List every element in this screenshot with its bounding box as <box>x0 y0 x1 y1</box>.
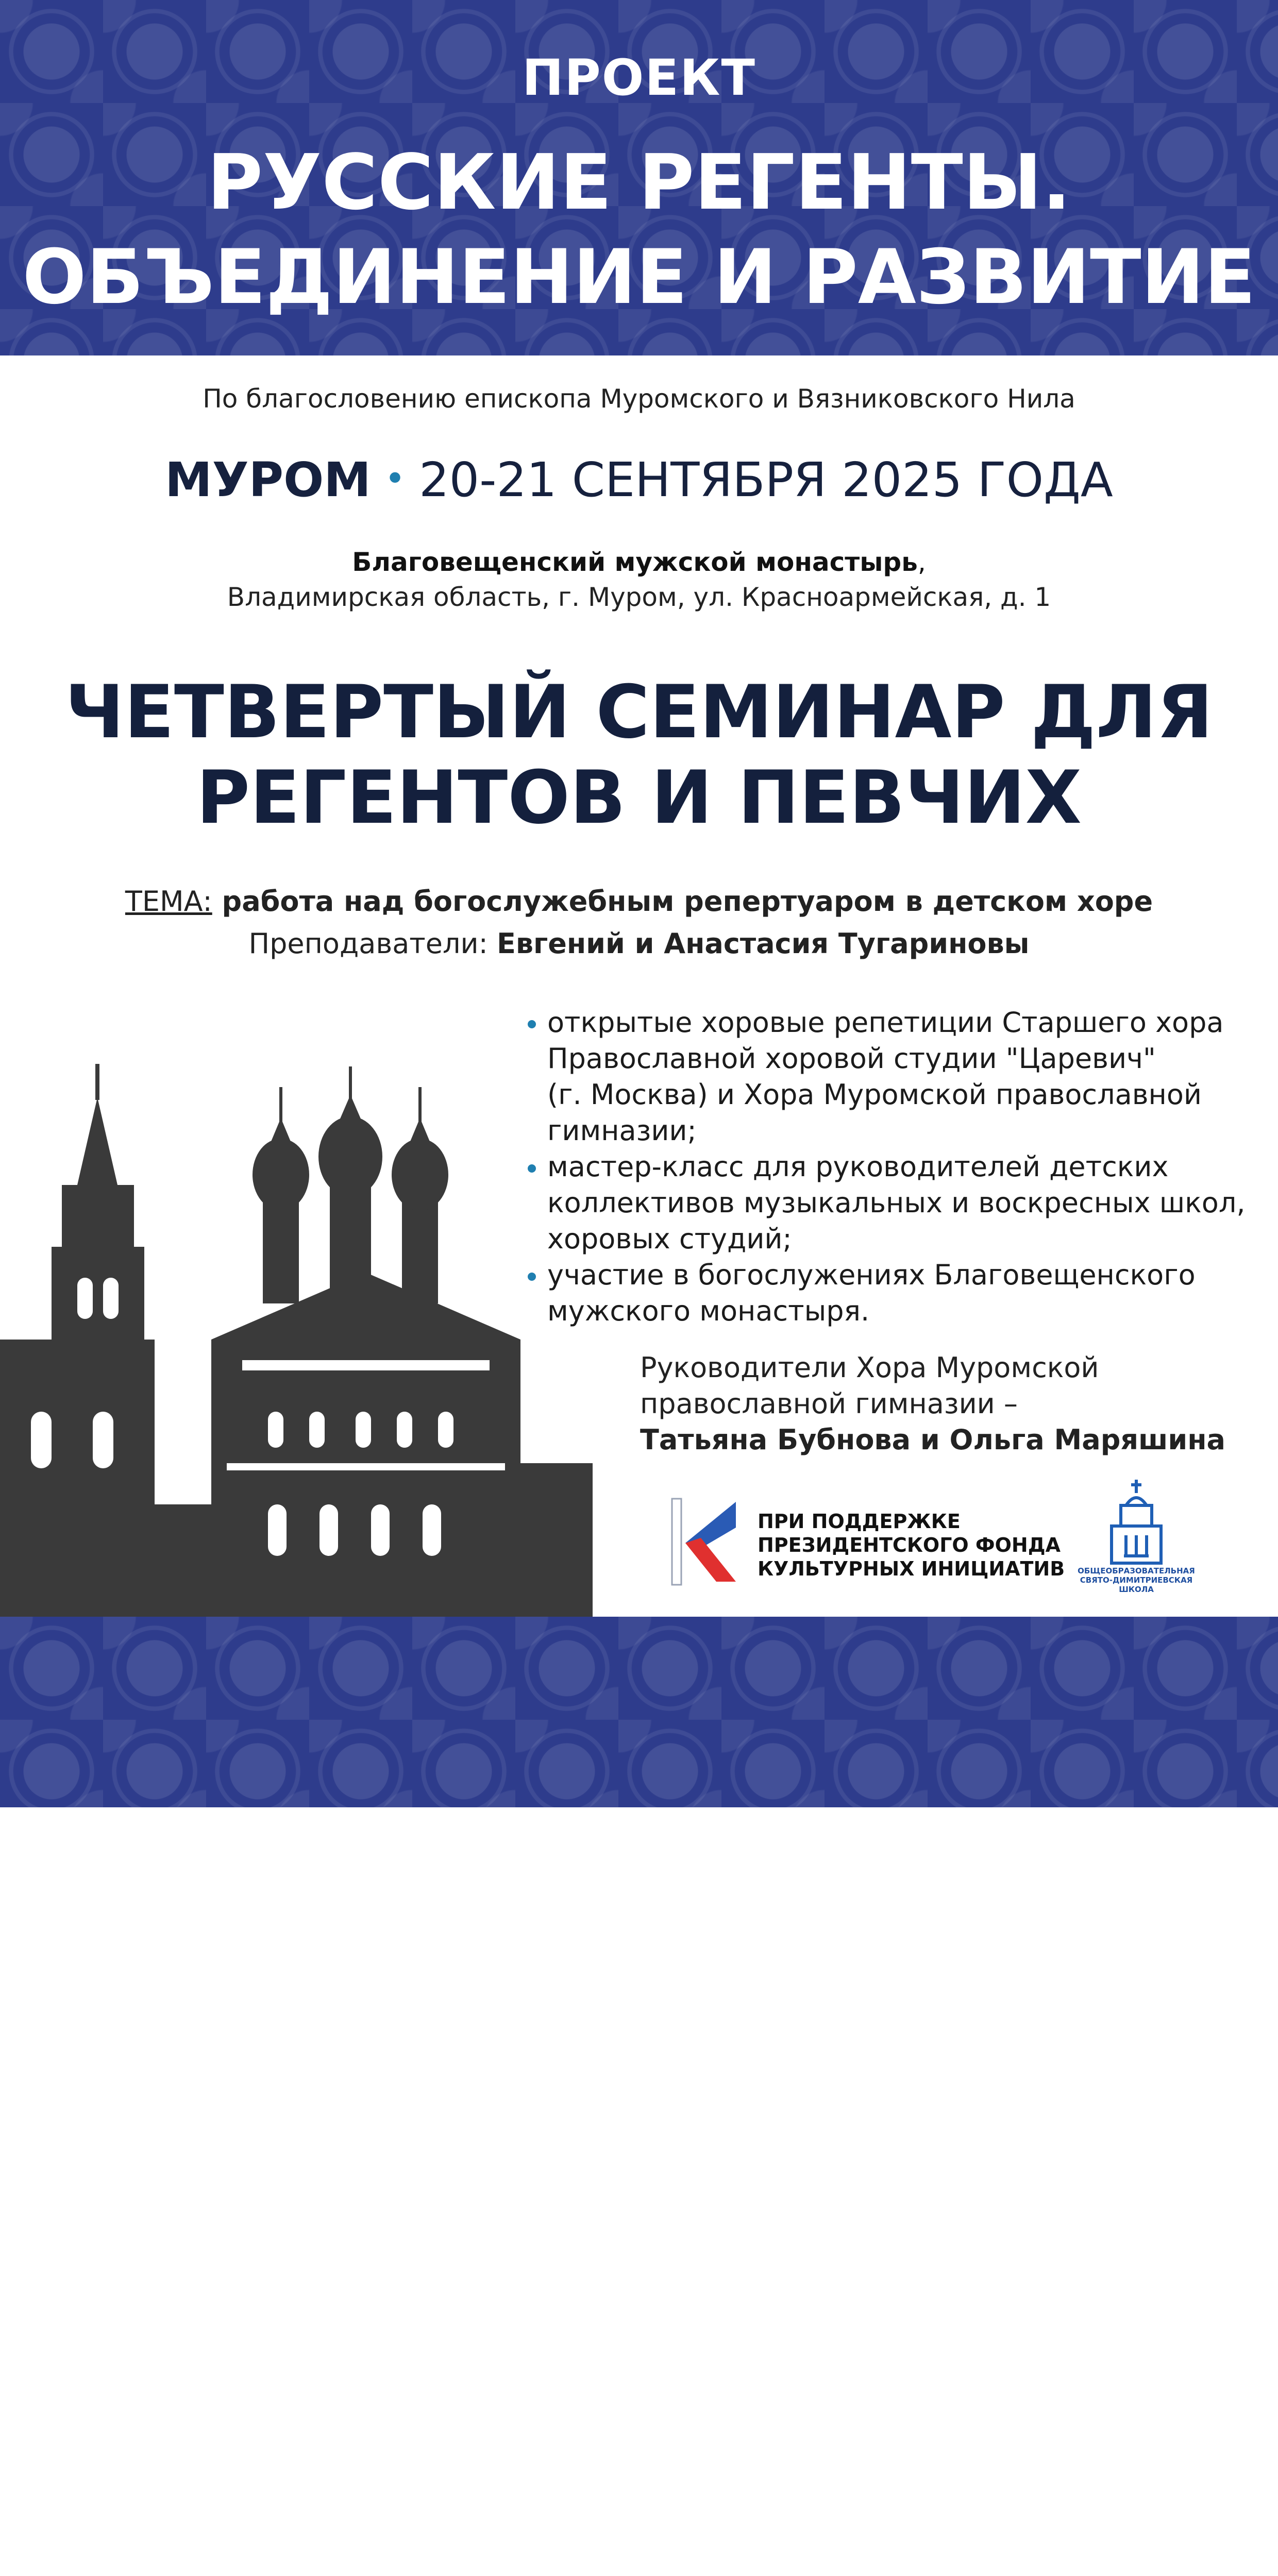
leaders-names: Татьяна Бубнова и Ольга Маряшина <box>640 1423 1225 1456</box>
header-band <box>0 0 1278 355</box>
school-caption-line: ШКОЛА <box>1119 1585 1154 1594</box>
school-caption-line: СВЯТО-ДИМИТРИЕВСКАЯ <box>1080 1575 1193 1585</box>
program-item-line: (г. Москва) и Хора Муромской православной <box>547 1078 1202 1111</box>
support-line: КУЛЬТУРНЫХ ИНИЦИАТИВ <box>758 1557 1065 1580</box>
seminar-title <box>0 670 1278 841</box>
theme-text: работа над богослужебным репертуаром в детском хоре <box>212 885 1153 918</box>
leaders-line2: православной гимназии – <box>640 1387 1018 1420</box>
program-item-line: хоровых студий; <box>547 1223 792 1255</box>
monastery-illustration <box>0 1051 593 1617</box>
event-city: МУРОМ <box>165 452 371 507</box>
venue-address: Владимирская область, г. Муром, ул. Красноармейская, д. 1 <box>227 582 1051 612</box>
teachers-names: Евгений и Анастасия Тугариновы <box>496 927 1030 960</box>
choir-leaders <box>640 1350 1225 1458</box>
theme-line <box>0 885 1278 918</box>
support-line: ПРЕЗИДЕНТСКОГО ФОНДА <box>758 1534 1061 1556</box>
program-item-line: коллективов музыкальных и воскресных школ, <box>547 1187 1246 1219</box>
school-caption-line: ОБЩЕОБРАЗОВАТЕЛЬНАЯ <box>1078 1566 1195 1575</box>
program-list <box>526 1005 1257 1329</box>
event-date: 20-21 СЕНТЯБРЯ 2025 ГОДА <box>419 452 1113 507</box>
program-item-line: открытые хоровые репетиции Старшего хора <box>547 1006 1224 1039</box>
program-item <box>526 1005 1257 1149</box>
program-item-line: Православной хоровой студии "Царевич" <box>547 1042 1156 1075</box>
project-title-line1: РУССКИЕ РЕГЕНТЫ. <box>207 138 1071 227</box>
bullet-separator-icon: • <box>384 457 406 500</box>
program-item-line: гимназии; <box>547 1114 697 1147</box>
program-item <box>526 1149 1257 1257</box>
theme-label: ТЕМА: <box>125 885 212 918</box>
school-caption <box>1072 1566 1201 1594</box>
school-logo-icon <box>1105 1479 1167 1566</box>
header-kicker: ПРОЕКТ <box>522 49 756 107</box>
venue-name-line <box>0 547 1278 577</box>
teachers-line <box>0 927 1278 960</box>
program-item <box>526 1257 1257 1329</box>
footer-band <box>0 1617 1278 1807</box>
program-item-line: мужского монастыря. <box>547 1295 870 1327</box>
venue-name: Благовещенский мужской монастырь <box>352 547 918 577</box>
teachers-label: Преподаватели: <box>248 927 497 960</box>
program-item-line: участие в богослужениях Благовещенского <box>547 1259 1196 1291</box>
leaders-line1: Руководители Хора Муромской <box>640 1351 1099 1384</box>
blessing-text: По благословению епископа Муромского и Вязниковского Нила <box>203 384 1075 414</box>
support-line: ПРИ ПОДДЕРЖКЕ <box>758 1510 961 1533</box>
program-item-line: мастер-класс для руководителей детских <box>547 1150 1169 1183</box>
support-text <box>758 1510 1065 1581</box>
presidential-fund-logo-icon <box>670 1497 742 1587</box>
project-title-line2: ОБЪЕДИНЕНИЕ И РАЗВИТИЕ <box>22 233 1256 321</box>
seminar-title-line2: РЕГЕНТОВ И ПЕВЧИХ <box>196 755 1082 841</box>
event-city-date <box>0 452 1278 507</box>
seminar-title-line1: ЧЕТВЕРТЫЙ СЕМИНАР ДЛЯ <box>65 670 1213 755</box>
venue-comma: , <box>917 547 926 577</box>
